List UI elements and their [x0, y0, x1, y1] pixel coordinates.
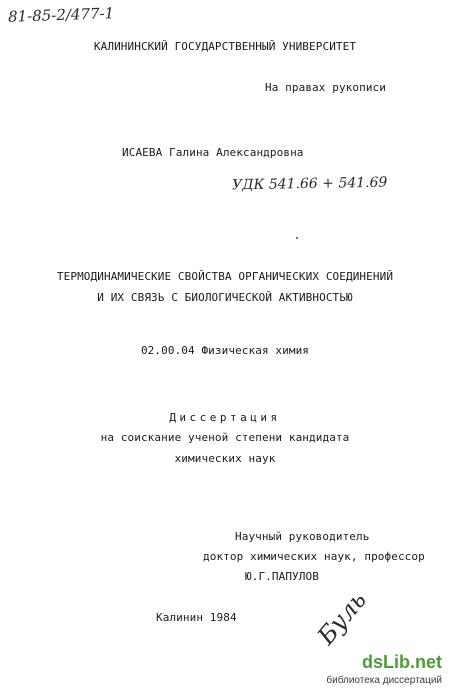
degree-line-2: химических наук: [174, 452, 276, 465]
title-line-1: ТЕРМОДИНАМИЧЕСКИЕ СВОЙСТВА ОРГАНИЧЕСКИХ СОЕДИНЕНИЙ: [56, 270, 394, 283]
document-type-heading: Диссертация: [169, 411, 281, 424]
supervisor-name: Ю.Г.ПАПУЛОВ: [245, 570, 319, 583]
archive-number-handwritten: 81-85-2/477-1: [7, 4, 115, 26]
title-line-2: И ИХ СВЯЗЬ С БИОЛОГИЧЕСКОЙ АКТИВНОСТЬЮ: [97, 291, 353, 304]
udk-handwritten: УДК 541.66 + 541.69: [231, 174, 388, 194]
author-name: ИСАЕВА Галина Александровна: [122, 146, 304, 159]
specialty-code: 02.00.04 Физическая химия: [140, 344, 310, 357]
signature-handwritten: Буль: [311, 586, 372, 650]
stray-mark: [296, 237, 298, 239]
place-and-year: Калинин 1984: [156, 611, 237, 624]
dslib-watermark: [292, 652, 442, 686]
dslib-brand: dsLib.net: [362, 652, 442, 672]
university-name: КАЛИНИНСКИЙ ГОСУДАРСТВЕННЫЙ УНИВЕРСИТЕТ: [93, 40, 357, 53]
supervisor-label: Научный руководитель: [235, 530, 370, 543]
rights-note: На правах рукописи: [265, 81, 387, 94]
dslib-subtitle: библиотека диссертаций: [326, 675, 442, 686]
supervisor-title: доктор химических наук, профессор: [203, 550, 425, 563]
degree-line-1: на соискание ученой степени кандидата: [100, 431, 350, 444]
